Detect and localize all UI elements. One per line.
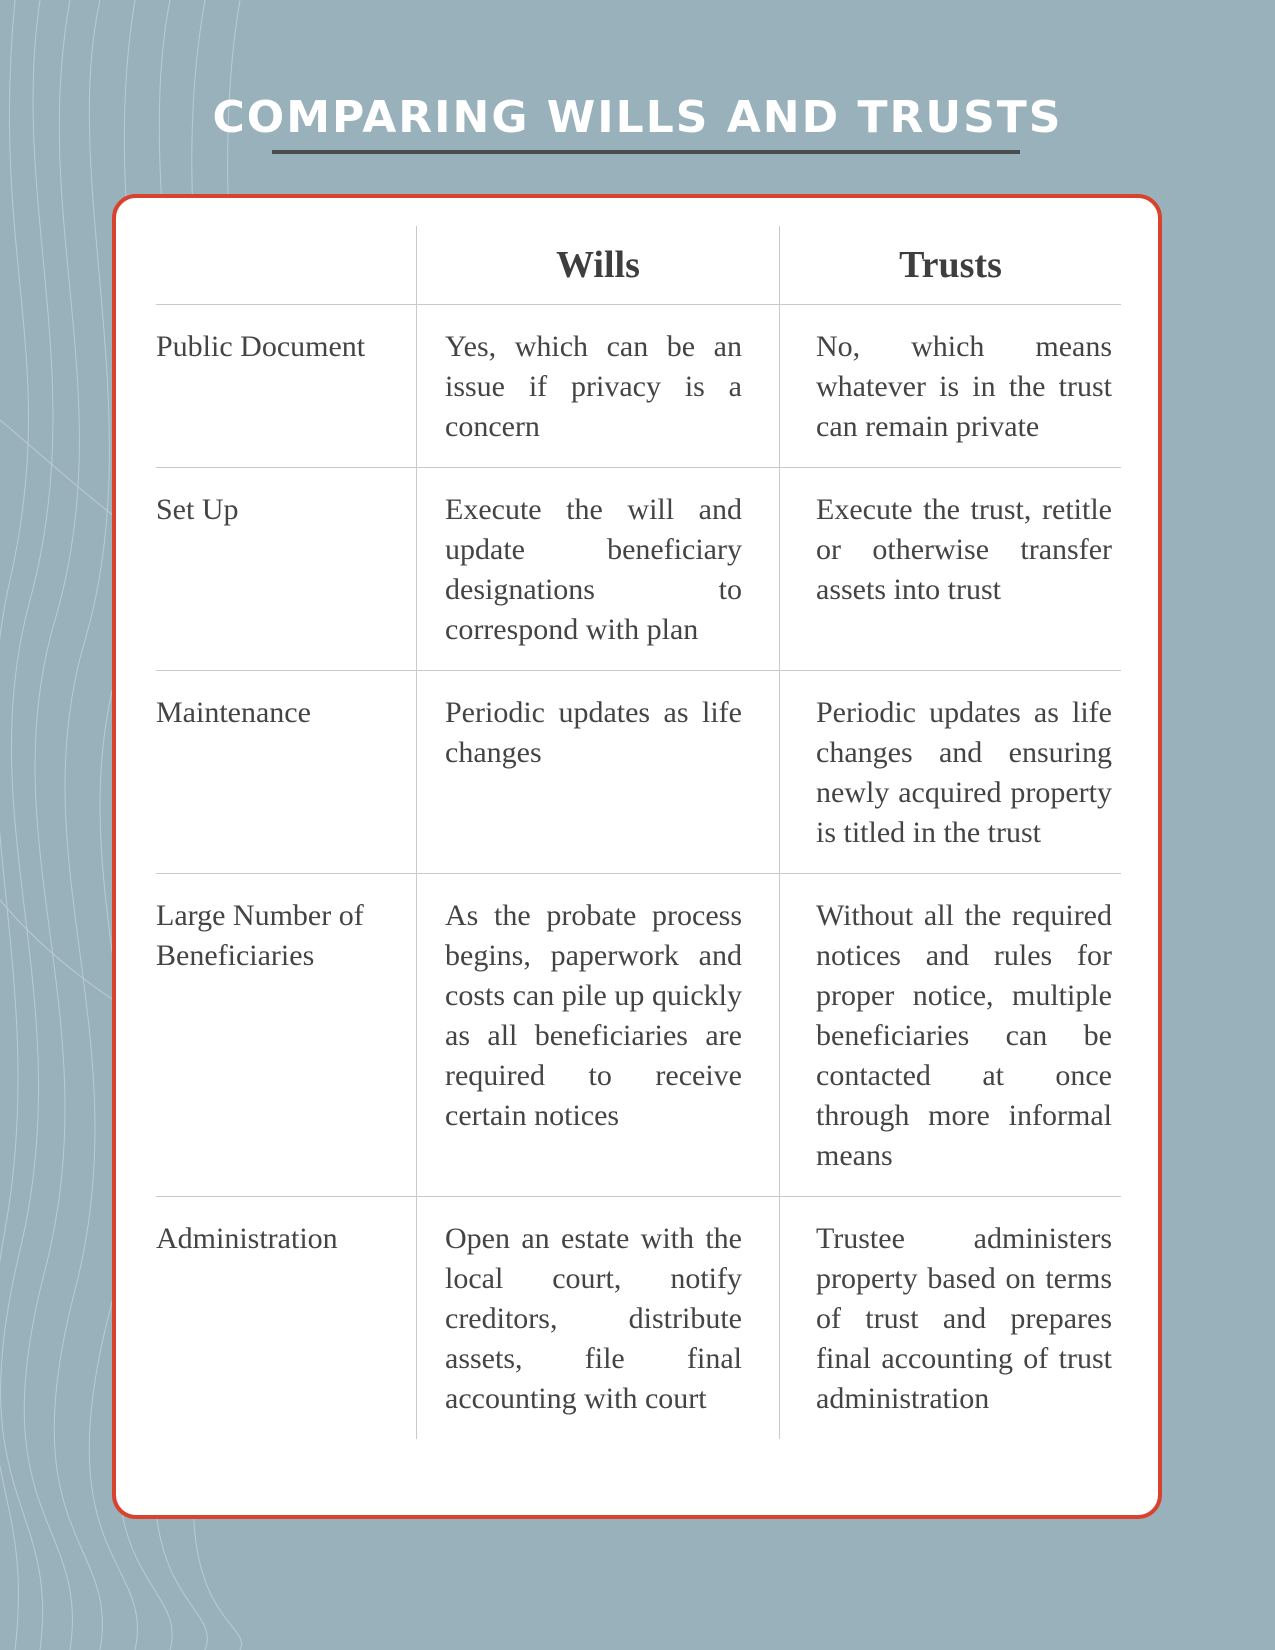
wills-cell: As the probate process begins, paperwork and costs can pile up quickly as all beneficiaries are required to receive certain notices (417, 874, 780, 1197)
wills-cell: Yes, which can be an issue if privacy is a concern (417, 305, 780, 468)
trusts-cell: Without all the required notices and rules for proper notice, multiple beneficiaries can be contacted at once through more informal means (780, 874, 1122, 1197)
trusts-cell: No, which means whatever is in the trust can remain private (780, 305, 1122, 468)
row-label: Set Up (156, 468, 417, 671)
trusts-cell: Execute the trust, retitle or otherwise transfer assets into trust (780, 468, 1122, 671)
row-label: Administration (156, 1197, 417, 1440)
wills-cell: Periodic updates as life changes (417, 671, 780, 874)
header-wills: Wills (417, 226, 780, 305)
trusts-cell: Periodic updates as life changes and ensuring newly acquired property is titled in the trust (780, 671, 1122, 874)
comparison-card (112, 194, 1162, 1519)
table-row (156, 671, 1121, 874)
header-trusts: Trusts (780, 226, 1122, 305)
row-label: Public Document (156, 305, 417, 468)
row-label: Maintenance (156, 671, 417, 874)
page-title: COMPARING WILLS AND TRUSTS (212, 92, 1063, 143)
row-label: Large Number of Beneficiaries (156, 874, 417, 1197)
title-underline (272, 150, 1020, 154)
table-row (156, 874, 1121, 1197)
comparison-table (156, 226, 1121, 1439)
trusts-cell: Trustee administers property based on terms of trust and prepares final accounting of trust administration (780, 1197, 1122, 1440)
wills-cell: Open an estate with the local court, notify creditors, distribute assets, file final accounting with court (417, 1197, 780, 1440)
table-row (156, 305, 1121, 468)
header-label-cell (156, 226, 417, 305)
table-row (156, 468, 1121, 671)
wills-cell: Execute the will and update beneficiary designations to correspond with plan (417, 468, 780, 671)
table-header-row (156, 226, 1121, 305)
table-row (156, 1197, 1121, 1440)
